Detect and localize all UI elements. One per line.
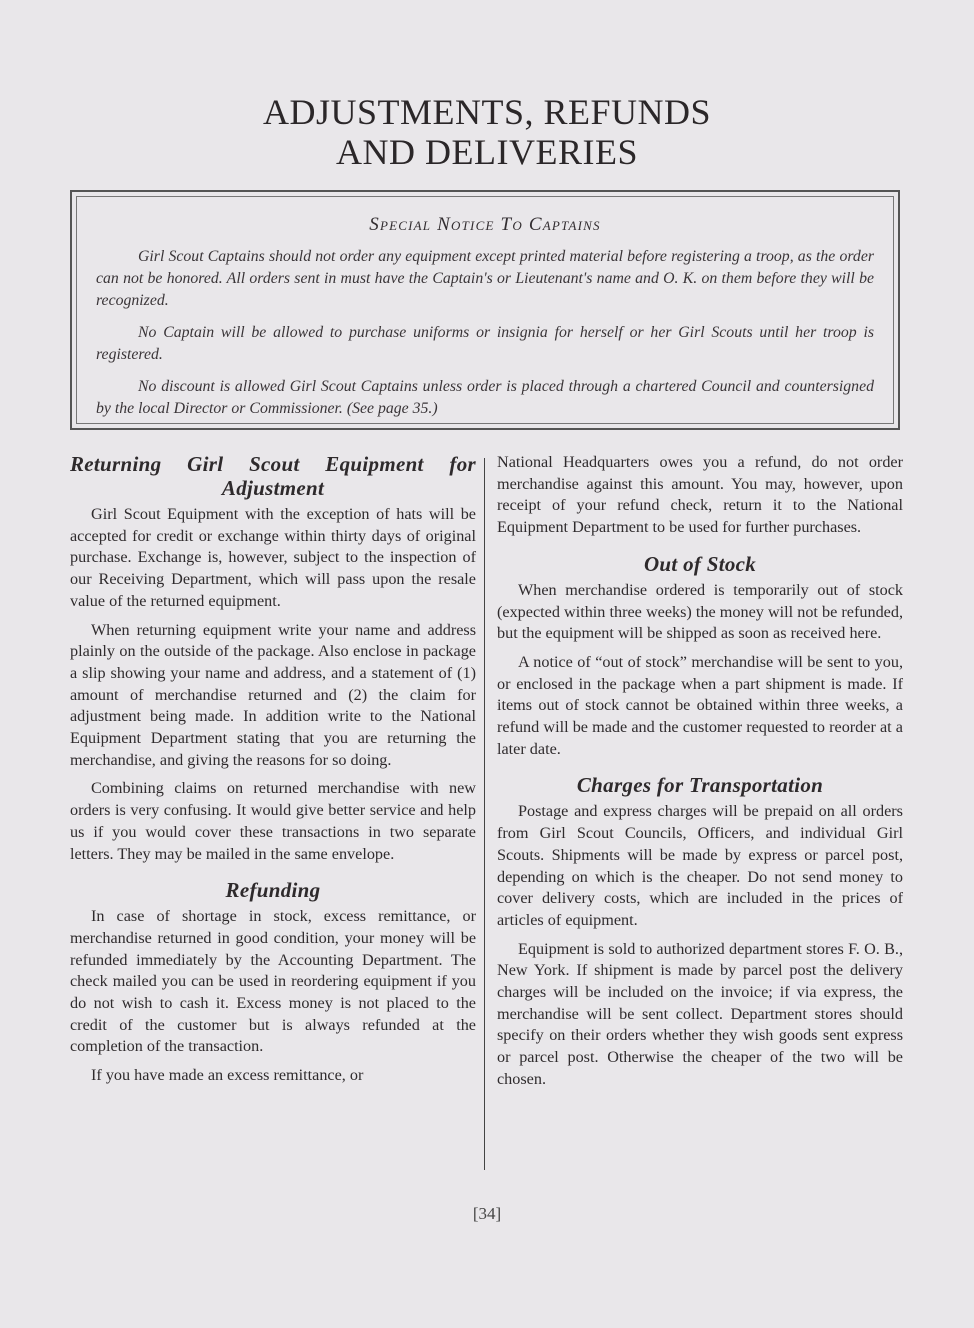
page-number: [34] [472, 1204, 502, 1223]
section-heading-refunding: Refunding [225, 878, 321, 903]
paragraph: Postage and express charges will be prepaid on all orders from Girl Scout Councils, Officers, and individual Girl Scouts. Shipments will be made by express or parcel post, depending on which is the cheaper. Do not send money to cover delivery costs, which are included in the prices of articles of equipment. [497, 802, 903, 929]
notice-paragraph: No Captain will be allowed to purchase uniforms or insignia for herself or her Girl Scouts until her troop is registered. [96, 324, 874, 363]
section-heading-out-of-stock: Out of Stock [643, 551, 757, 576]
paragraph: When returning equipment write your name and address plainly on the outside of the package. Also enclose in package a slip showing your name and address, and a statement of (1) amount of merchandise returned and (2) the claim for adjustment being made. In addition write to the National Equipment Department stating that you are returning the merchandise, and giving the reasons for so doing. [70, 620, 476, 769]
paragraph: Combining claims on returned merchandise with new orders is very confusing. It would give better service and help us if you would cover these transactions in two separate letters. They may be mailed in the same envelope. [70, 779, 476, 863]
left-column [70, 452, 476, 1094]
column-divider [484, 458, 485, 1170]
paragraph: Equipment is sold to authorized department stores F. O. B., New York. If shipment is made by parcel post the delivery charges will be included on the invoice; if via express, the merchandise will be sent collect. Department stores should specify on their orders whether they wish goods sent express or parcel post. Otherwise the cheaper of the two will be chosen. [497, 939, 903, 1088]
section-heading-returning: Returning Girl Scout Equipment for Adjustment [70, 452, 476, 500]
paragraph: When merchandise ordered is temporarily out of stock (expected within three weeks) the money will not be refunded, but the equipment will be shipped as soon as received here. [497, 580, 903, 643]
section-heading-transportation: Charges for Transportation [576, 773, 824, 798]
paragraph-continuation: National Headquarters owes you a refund, do not order merchandise against this amount. You may, however, upon receipt of your refund check, return it to the National Equipment Department to be used for further purchases. [497, 453, 903, 537]
notice-paragraph: No discount is allowed Girl Scout Captains unless order is placed through a chartered Council and countersigned by the local Director or Commissioner. (See page 35.) [96, 378, 874, 417]
notice-paragraph: Girl Scout Captains should not order any equipment except printed material before registering a troop, as the order can not be honored. All orders sent in must have the Captain's or Lieutenant's name and O. K. on them before they will be recognized. [96, 248, 874, 309]
title-line-2: AND DELIVERIES [336, 132, 638, 172]
paragraph: If you have made an excess remittance, or [91, 1066, 364, 1085]
title-line-1: ADJUSTMENTS, REFUNDS [262, 92, 712, 132]
paragraph: Girl Scout Equipment with the exception of hats will be accepted for credit or exchange within thirty days of original purchase. Exchange is, however, subject to the inspection of our Receiving Department, which will pass upon the resale value of the returned equipment. [70, 505, 476, 610]
paragraph: In case of shortage in stock, excess remittance, or merchandise returned in good condition, your money will be refunded immediately by the Accounting Department. The check mailed you can be used in reordering equipment if you do not wish to cash it. Excess money is not placed to the credit of the customer but is always refunded at the completion of the transaction. [70, 907, 476, 1056]
special-notice-box [70, 190, 900, 430]
right-column [497, 452, 903, 1098]
page-title [0, 92, 974, 172]
paragraph: A notice of “out of stock” merchandise will be sent to you, or enclosed in the package when a part shipment is made. If items out of stock cannot be obtained within three weeks, a refund will be made and the customer requested to reorder at a later date. [497, 652, 903, 758]
notice-heading: Special Notice To Captains [369, 214, 601, 235]
